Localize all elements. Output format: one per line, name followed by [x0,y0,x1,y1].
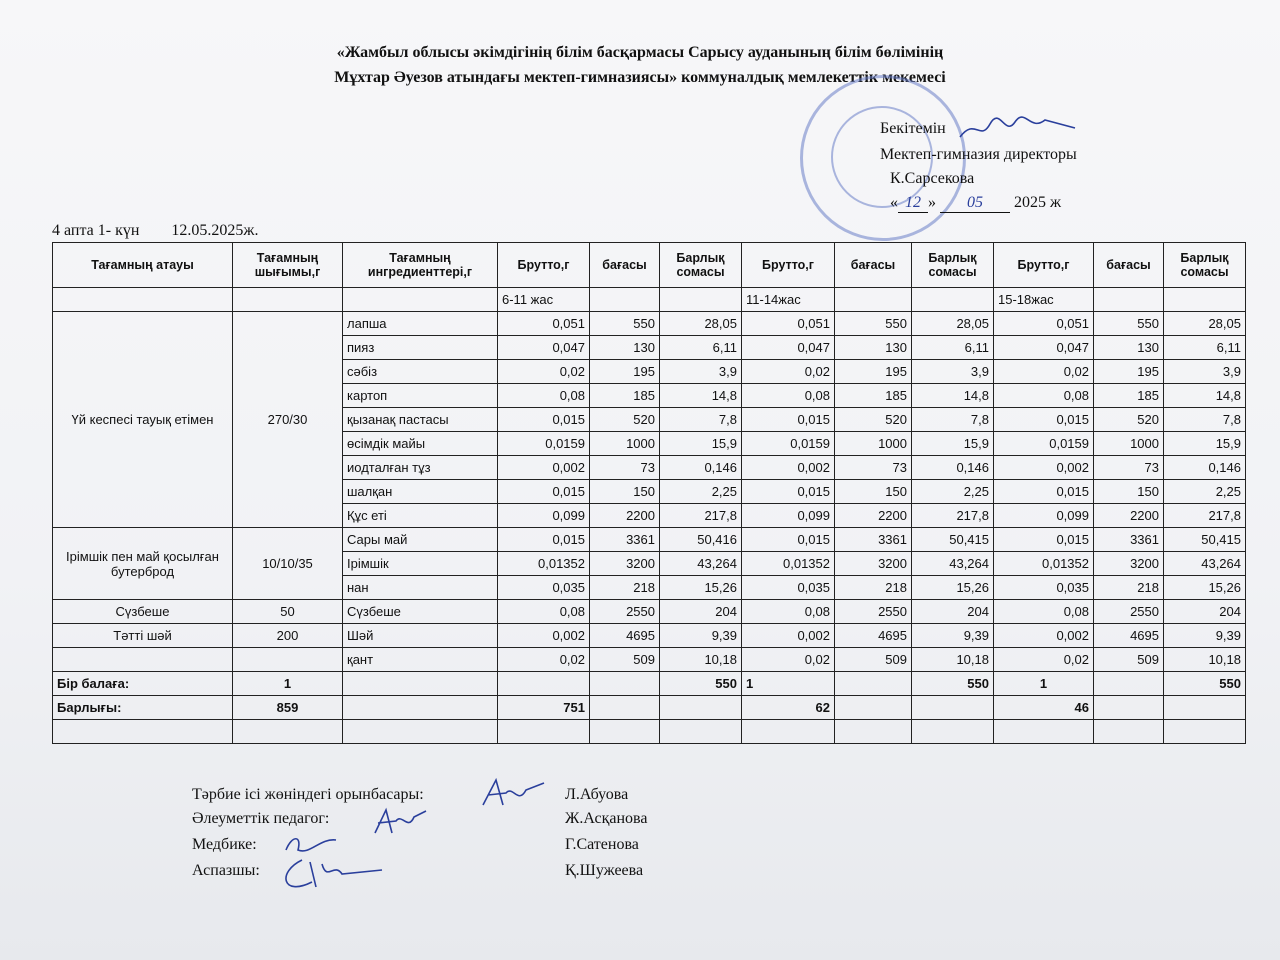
table-cell: 0,002 [498,456,590,480]
table-cell: 15,9 [1164,432,1246,456]
table-cell: 0,01352 [994,552,1094,576]
table-cell: 2550 [590,600,660,624]
table-cell: 150 [835,480,912,504]
table-cell: 1000 [590,432,660,456]
table-cell: 0,0159 [994,432,1094,456]
ingredient-name: қызанақ пастасы [343,408,498,432]
approval-year: 2025 ж [1014,194,1062,211]
table-cell: 520 [1094,408,1164,432]
table-cell: 0,015 [994,408,1094,432]
table-cell: 0,146 [912,456,994,480]
table-cell: 0,08 [994,384,1094,408]
table-cell: 0,051 [498,312,590,336]
ingredient-name: картоп [343,384,498,408]
table-cell: 28,05 [660,312,742,336]
approval-day: 12 [898,194,928,213]
table-cell: 0,015 [498,528,590,552]
table-cell: 185 [1094,384,1164,408]
staff-role: Тәрбие ісі жөніндегі орынбасары: [192,786,424,803]
per-child-total: 550 [660,672,742,696]
table-cell: 195 [1094,360,1164,384]
per-child-count: 1 [994,672,1094,696]
menu-table [52,242,1246,744]
column-header: бағасы [835,243,912,288]
table-cell: 130 [590,336,660,360]
menu-date-line [52,222,258,240]
table-cell: 0,099 [994,504,1094,528]
table-cell: 0,02 [994,648,1094,672]
signature-2 [370,805,430,840]
table-cell: 9,39 [660,624,742,648]
table-row [53,600,1246,624]
age-group-row [53,288,1246,312]
table-cell: 550 [1094,312,1164,336]
per-child-label: Бір балаға: [53,672,233,696]
table-cell [1164,696,1246,720]
table-cell: 0,015 [742,480,835,504]
table-cell: 4695 [590,624,660,648]
ingredient-name: нан [343,576,498,600]
table-cell [1094,696,1164,720]
ingredient-name: Шәй [343,624,498,648]
table-cell: 10,18 [1164,648,1246,672]
table-cell [835,288,912,312]
column-header: Тағамның ингредиенттері,г [343,243,498,288]
empty-row [53,720,1246,744]
table-cell [660,288,742,312]
ingredient-name: Ірімшік [343,552,498,576]
table-cell: 7,8 [1164,408,1246,432]
table-cell: 509 [590,648,660,672]
dish-yield: 270/30 [233,312,343,528]
ingredient-name: қант [343,648,498,672]
table-cell [1094,720,1164,744]
table-cell: 217,8 [660,504,742,528]
table-cell [912,720,994,744]
table-cell: 150 [590,480,660,504]
per-child-total: 550 [1164,672,1246,696]
approval-date-mid: » [928,194,936,211]
table-cell: 130 [835,336,912,360]
table-cell [1164,288,1246,312]
table-cell: 3361 [1094,528,1164,552]
table-cell [912,288,994,312]
table-cell: 50,415 [912,528,994,552]
table-cell: 7,8 [912,408,994,432]
table-cell: 2550 [1094,600,1164,624]
table-cell: 10,18 [912,648,994,672]
table-cell: 150 [1094,480,1164,504]
ingredient-name: Құс еті [343,504,498,528]
column-header: Брутто,г [994,243,1094,288]
total-value: 46 [994,696,1094,720]
table-cell: 0,035 [742,576,835,600]
table-cell [660,720,742,744]
table-cell [590,672,660,696]
table-cell: 0,01352 [742,552,835,576]
table-cell: 509 [1094,648,1164,672]
column-header: Барлық сомасы [1164,243,1246,288]
table-cell [233,720,343,744]
age-group-label: 11-14жас [742,288,835,312]
ingredient-name: Сүзбеше [343,600,498,624]
table-cell: 73 [1094,456,1164,480]
table-cell: 204 [660,600,742,624]
table-cell [53,720,233,744]
table-cell [660,696,742,720]
table-cell: 50,416 [660,528,742,552]
menu-date: 12.05.2025ж. [171,222,259,239]
table-cell: 0,047 [742,336,835,360]
age-group-label: 15-18жас [994,288,1094,312]
table-cell: 509 [835,648,912,672]
table-cell: 0,08 [742,384,835,408]
table-cell: 4695 [1094,624,1164,648]
ingredient-name: пияз [343,336,498,360]
table-cell: 0,051 [742,312,835,336]
table-row [53,528,1246,552]
table-cell: 0,002 [742,624,835,648]
table-cell: 217,8 [912,504,994,528]
ingredient-name: өсімдік майы [343,432,498,456]
table-cell: 4695 [835,624,912,648]
table-cell: 185 [590,384,660,408]
table-cell: 0,01352 [498,552,590,576]
table-cell: 2200 [590,504,660,528]
table-cell: 0,015 [742,528,835,552]
table-cell: 2,25 [912,480,994,504]
table-cell: 43,264 [660,552,742,576]
table-row [53,624,1246,648]
dish-yield: 50 [233,600,343,624]
table-cell: 0,099 [742,504,835,528]
table-cell [835,696,912,720]
table-cell: 15,9 [660,432,742,456]
week-day: 4 апта 1- күн [52,222,140,239]
table-cell: 217,8 [1164,504,1246,528]
table-cell [498,720,590,744]
table-cell: 6,11 [912,336,994,360]
age-group-label: 6-11 жас [498,288,590,312]
staff-role: Аспазшы: [192,862,260,879]
table-cell: 130 [1094,336,1164,360]
table-cell: 218 [835,576,912,600]
table-cell: 0,002 [994,624,1094,648]
total-value: 859 [233,696,343,720]
column-header: Тағамның атауы [53,243,233,288]
table-cell: 0,02 [742,648,835,672]
table-cell: 0,047 [994,336,1094,360]
table-cell: 1000 [835,432,912,456]
institution-title-line1: «Жамбыл облысы әкімдігінің білім басқармасы Сарысу ауданының білім бөлімінің [336,44,944,61]
signature-4 [272,852,392,897]
table-cell: 0,002 [498,624,590,648]
column-header: бағасы [590,243,660,288]
table-cell: 9,39 [1164,624,1246,648]
total-value: 751 [498,696,590,720]
table-cell: 550 [590,312,660,336]
table-cell: 15,26 [1164,576,1246,600]
table-cell: 2200 [835,504,912,528]
ingredient-name: Сары май [343,528,498,552]
table-row [53,312,1246,336]
table-cell [343,672,498,696]
table-cell: 3,9 [660,360,742,384]
table-cell: 14,8 [660,384,742,408]
dish-yield: 10/10/35 [233,528,343,600]
table-cell: 218 [590,576,660,600]
total-value: 62 [742,696,835,720]
table-cell: 1000 [1094,432,1164,456]
staff-role: Медбике: [192,836,257,853]
ingredient-name: сәбіз [343,360,498,384]
table-cell [233,288,343,312]
dish-name: Үй кеспесі тауық етімен [53,312,233,528]
table-cell: 520 [590,408,660,432]
column-header: бағасы [1094,243,1164,288]
table-cell: 43,264 [1164,552,1246,576]
table-cell: 0,02 [742,360,835,384]
table-cell: 10,18 [660,648,742,672]
dish-name: Тәтті шәй [53,624,233,648]
column-header: Тағамның шығымы,г [233,243,343,288]
table-cell: 0,015 [498,480,590,504]
table-cell: 3,9 [1164,360,1246,384]
column-header: Брутто,г [742,243,835,288]
dish-name: Сүзбеше [53,600,233,624]
table-cell [742,720,835,744]
ingredient-name: шалқан [343,480,498,504]
table-cell: 0,015 [994,528,1094,552]
table-cell: 15,26 [660,576,742,600]
table-cell: 218 [1094,576,1164,600]
table-cell: 204 [912,600,994,624]
table-cell: 3200 [1094,552,1164,576]
table-cell [912,696,994,720]
table-cell: 2550 [835,600,912,624]
table-cell: 0,015 [498,408,590,432]
table-cell [1164,720,1246,744]
table-cell [590,720,660,744]
table-cell: 9,39 [912,624,994,648]
staff-name: Ж.Асқанова [565,810,648,827]
per-child-count: 1 [742,672,835,696]
table-cell: 14,8 [1164,384,1246,408]
table-cell [343,696,498,720]
signature-1 [478,775,548,815]
table-cell: 3,9 [912,360,994,384]
table-cell: 2200 [1094,504,1164,528]
per-child-total: 550 [912,672,994,696]
dish-yield: 200 [233,624,343,648]
table-cell: 3361 [835,528,912,552]
staff-name: Г.Сатенова [565,836,639,853]
table-cell: 0,099 [498,504,590,528]
table-cell: 0,051 [994,312,1094,336]
approval-title: Бекітемін [880,120,946,137]
column-header: Барлық сомасы [660,243,742,288]
table-cell: 0,0159 [742,432,835,456]
table-cell [1094,672,1164,696]
total-label: Барлығы: [53,696,233,720]
table-cell [994,720,1094,744]
director-signature [955,112,1085,152]
staff-role: Әлеуметтік педагог: [192,810,330,827]
table-cell: 195 [590,360,660,384]
table-cell: 15,9 [912,432,994,456]
table-cell: 28,05 [912,312,994,336]
table-cell: 0,002 [742,456,835,480]
table-cell: 3200 [835,552,912,576]
table-cell: 520 [835,408,912,432]
approval-position: Мектеп-гимназия директоры [880,146,1077,163]
table-cell [343,720,498,744]
table-header-row [53,243,1246,288]
table-cell: 15,26 [912,576,994,600]
staff-name: Қ.Шужеева [565,862,644,879]
table-cell: 0,08 [742,600,835,624]
table-cell [835,720,912,744]
dish-name: Ірімшік пен май қосылған бутерброд [53,528,233,600]
table-cell: 0,146 [1164,456,1246,480]
column-header: Брутто,г [498,243,590,288]
per-child-count: 1 [233,672,343,696]
table-cell: 73 [590,456,660,480]
staff-name: Л.Абуова [565,786,629,803]
table-cell: 3200 [590,552,660,576]
table-cell [498,672,590,696]
table-cell: 0,0159 [498,432,590,456]
ingredient-name: иодталған тұз [343,456,498,480]
table-cell: 3361 [590,528,660,552]
table-cell: 550 [835,312,912,336]
table-cell [343,288,498,312]
table-cell: 0,146 [660,456,742,480]
table-cell: 6,11 [660,336,742,360]
table-cell: 6,11 [1164,336,1246,360]
table-cell: 0,047 [498,336,590,360]
table-cell [590,696,660,720]
table-cell: 2,25 [1164,480,1246,504]
table-cell: 185 [835,384,912,408]
column-header: Барлық сомасы [912,243,994,288]
table-cell: 0,02 [994,360,1094,384]
table-cell: 0,035 [994,576,1094,600]
table-cell: 7,8 [660,408,742,432]
table-cell [53,288,233,312]
table-cell: 0,08 [994,600,1094,624]
total-row [53,696,1246,720]
table-cell [1094,288,1164,312]
table-row [53,648,1246,672]
table-cell: 204 [1164,600,1246,624]
dish-yield [233,648,343,672]
table-cell: 43,264 [912,552,994,576]
table-cell: 0,02 [498,360,590,384]
table-cell: 0,002 [994,456,1094,480]
table-cell: 50,415 [1164,528,1246,552]
per-child-row [53,672,1246,696]
table-cell: 195 [835,360,912,384]
table-cell: 0,08 [498,384,590,408]
table-cell: 0,015 [742,408,835,432]
institution-title-line2: Мұхтар Әуезов атындағы мектеп-гимназиясы» коммуналдық мемлекеттік мекемесі [334,69,946,86]
approval-date [890,194,1061,213]
table-cell: 14,8 [912,384,994,408]
table-cell [590,288,660,312]
approval-date-prefix: « [890,194,898,211]
ingredient-name: лапша [343,312,498,336]
table-cell: 28,05 [1164,312,1246,336]
table-cell: 73 [835,456,912,480]
table-cell: 0,02 [498,648,590,672]
approval-name: К.Сарсекова [890,170,975,187]
table-cell: 0,035 [498,576,590,600]
table-cell: 0,015 [994,480,1094,504]
table-cell [835,672,912,696]
table-cell: 0,08 [498,600,590,624]
dish-name [53,648,233,672]
approval-month: 05 [940,194,1010,213]
table-cell: 2,25 [660,480,742,504]
